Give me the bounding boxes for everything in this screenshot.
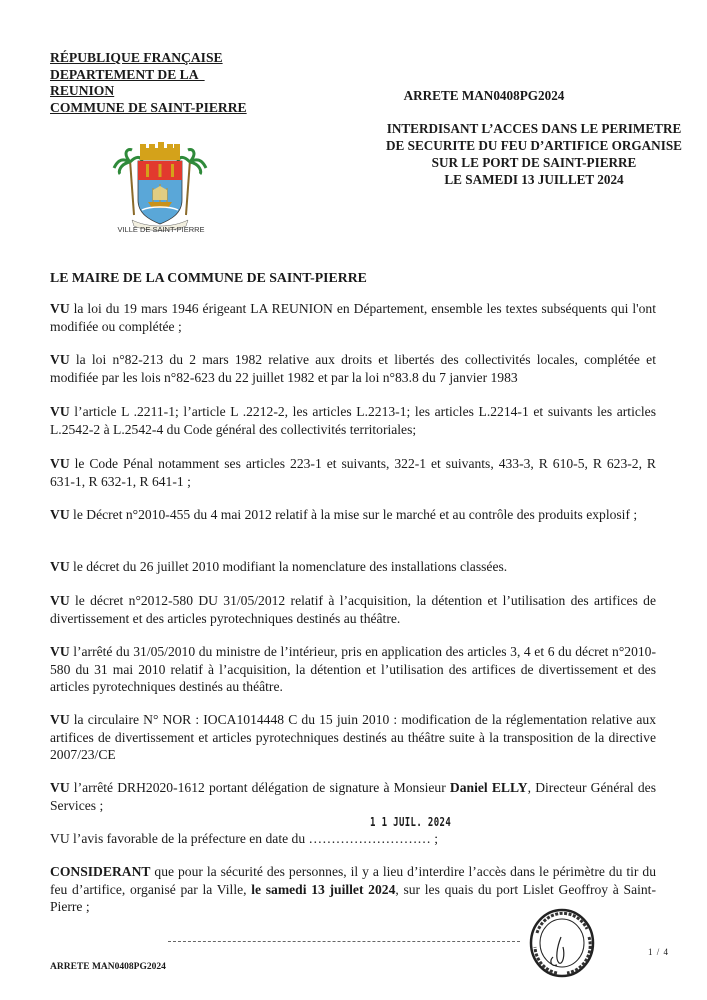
signature-mark bbox=[551, 937, 564, 965]
vu-lead: VU bbox=[50, 352, 70, 367]
subject-line: DE SECURITE DU FEU D’ARTIFICE ORGANISE bbox=[386, 138, 682, 153]
vu-lead: VU bbox=[50, 780, 70, 795]
vu-paragraph bbox=[50, 351, 656, 386]
vu-paragraph bbox=[50, 592, 656, 627]
vu-text: le Décret n°2010-455 du 4 mai 2012 relatif à la mise sur le marché et au contrôle des produits explosif ; bbox=[69, 507, 638, 522]
avis-paragraph bbox=[50, 830, 656, 848]
avis-text: VU l’avis favorable de la préfecture en date du bbox=[50, 831, 309, 846]
vu-lead: VU bbox=[50, 301, 70, 316]
delegation-paragraph bbox=[50, 779, 656, 814]
vu-lead: VU bbox=[50, 593, 70, 608]
vu-text: la loi n°82-213 du 2 mars 1982 relative aux droits et libertés des collectivités locales, complétée et modifiée par les lois n°82-623 du 22 juillet 1982 et par la loi n°83.8 du 7 janvier 1983 bbox=[50, 352, 656, 385]
issuer-header bbox=[50, 50, 247, 116]
vu-paragraph bbox=[50, 506, 656, 524]
subject-line: INTERDISANT L’ACCES DANS LE PERIMETRE bbox=[386, 121, 682, 136]
vu-text: la loi du 19 mars 1946 érigeant LA REUNION en Département, ensemble les textes subséquents qui l'ont modifiée ou complétée ; bbox=[50, 301, 656, 334]
vu-paragraph bbox=[50, 643, 656, 696]
vu-lead: VU bbox=[50, 404, 70, 419]
vu-lead: VU bbox=[50, 644, 70, 659]
crown-icon bbox=[140, 142, 180, 160]
logo-caption: VILLE DE SAINT-PIERRE bbox=[117, 225, 205, 234]
event-date: le samedi 13 juillet 2024 bbox=[251, 881, 396, 897]
vu-text: l’arrêté du 31/05/2010 du ministre de l’intérieur, pris en application des articles 3, 4 et 6 du décret n°2010-580 du 31 mai 2010 relatif à l’acquisition, la détention et l’utilisation des artifices de divertissement et des articles pyrotechniques destinés au théâtre. bbox=[50, 644, 656, 694]
service-stamp-icon bbox=[527, 907, 597, 979]
shield-icon bbox=[138, 161, 182, 224]
vu-text: le Code Pénal notamment ses articles 223-1 et suivants, 322-1 et suivants, 433-3, R 610-5, R 623-2, R 631-1, R 632-1, R 641-1 ; bbox=[50, 456, 656, 489]
issuer-line: DEPARTEMENT DE LA bbox=[50, 66, 205, 82]
considerant-text-end: , sur les quais du port Lislet Geoffroy à Saint-Pierre ; bbox=[50, 881, 656, 914]
vu-paragraph bbox=[50, 558, 656, 576]
vu-text: le décret n°2012-580 DU 31/05/2012 relatif à l’acquisition, la détention et l’utilisation des artifices de divertissement et des articles pyrotechniques destinés au théâtre. bbox=[50, 593, 656, 626]
subject-line: SUR LE PORT DE SAINT-PIERRE bbox=[431, 155, 637, 170]
vu-lead: VU bbox=[50, 559, 70, 574]
page-number: 1 / 4 bbox=[648, 947, 670, 957]
prefecture-date-stamp: 1 1 JUIL. 2024 bbox=[370, 815, 452, 829]
delegate-name: Daniel ELLY bbox=[449, 780, 528, 795]
date-dotted-line: ……………………… bbox=[308, 831, 431, 846]
issuer-line: REUNION bbox=[50, 83, 115, 98]
vu-paragraph bbox=[50, 403, 656, 438]
delegation-text-end: , Directeur Général des Services ; bbox=[50, 780, 656, 813]
vu-paragraph bbox=[50, 300, 656, 335]
delegation-text: l’arrêté DRH2020-1612 portant délégation de signature à Monsieur bbox=[69, 780, 450, 795]
vu-paragraph bbox=[50, 711, 656, 764]
vu-text: le décret du 26 juillet 2010 modifiant la nomenclature des installations classées. bbox=[69, 559, 508, 574]
subject-line: LE SAMEDI 13 JUILLET 2024 bbox=[444, 172, 624, 187]
vu-lead: VU bbox=[50, 712, 70, 727]
issuer-line: COMMUNE DE SAINT-PIERRE bbox=[50, 99, 247, 115]
issuer-line: RÉPUBLIQUE FRANÇAISE bbox=[50, 50, 223, 65]
vu-lead: VU bbox=[50, 507, 70, 522]
footer-separator bbox=[168, 941, 520, 942]
vu-text: l’article L .2211-1; l’article L .2212-2, les articles L.2213-1; les articles L.2214-1 et suivants les articles L.2542-2 à L.2542-4 du Code général des collectivités territoriales; bbox=[50, 404, 656, 437]
maire-heading: LE MAIRE DE LA COMMUNE DE SAINT-PIERRE bbox=[50, 270, 367, 285]
vu-text: la circulaire N° NOR : IOCA1014448 C du 15 juin 2010 : modification de la réglementation relative aux artifices de divertissement et articles pyrotechniques destinés au théâtre suite à la transposition de la directive 2007/23/CE bbox=[50, 712, 656, 762]
vu-lead: VU bbox=[50, 456, 70, 471]
considerant-text: que pour la sécurité des personnes, il y a lieu d’interdire l’accès dans le périmètre du tir du feu d’artifice, organisé par la Ville, bbox=[50, 864, 656, 897]
arrete-subject bbox=[360, 120, 707, 188]
footer-reference: ARRETE MAN0408PG2024 bbox=[50, 962, 166, 972]
considerant-lead: CONSIDERANT bbox=[50, 864, 151, 879]
avis-end: ; bbox=[430, 831, 439, 846]
vu-paragraph bbox=[50, 455, 656, 490]
arrete-reference: ARRETE MAN0408PG2024 bbox=[403, 88, 565, 103]
